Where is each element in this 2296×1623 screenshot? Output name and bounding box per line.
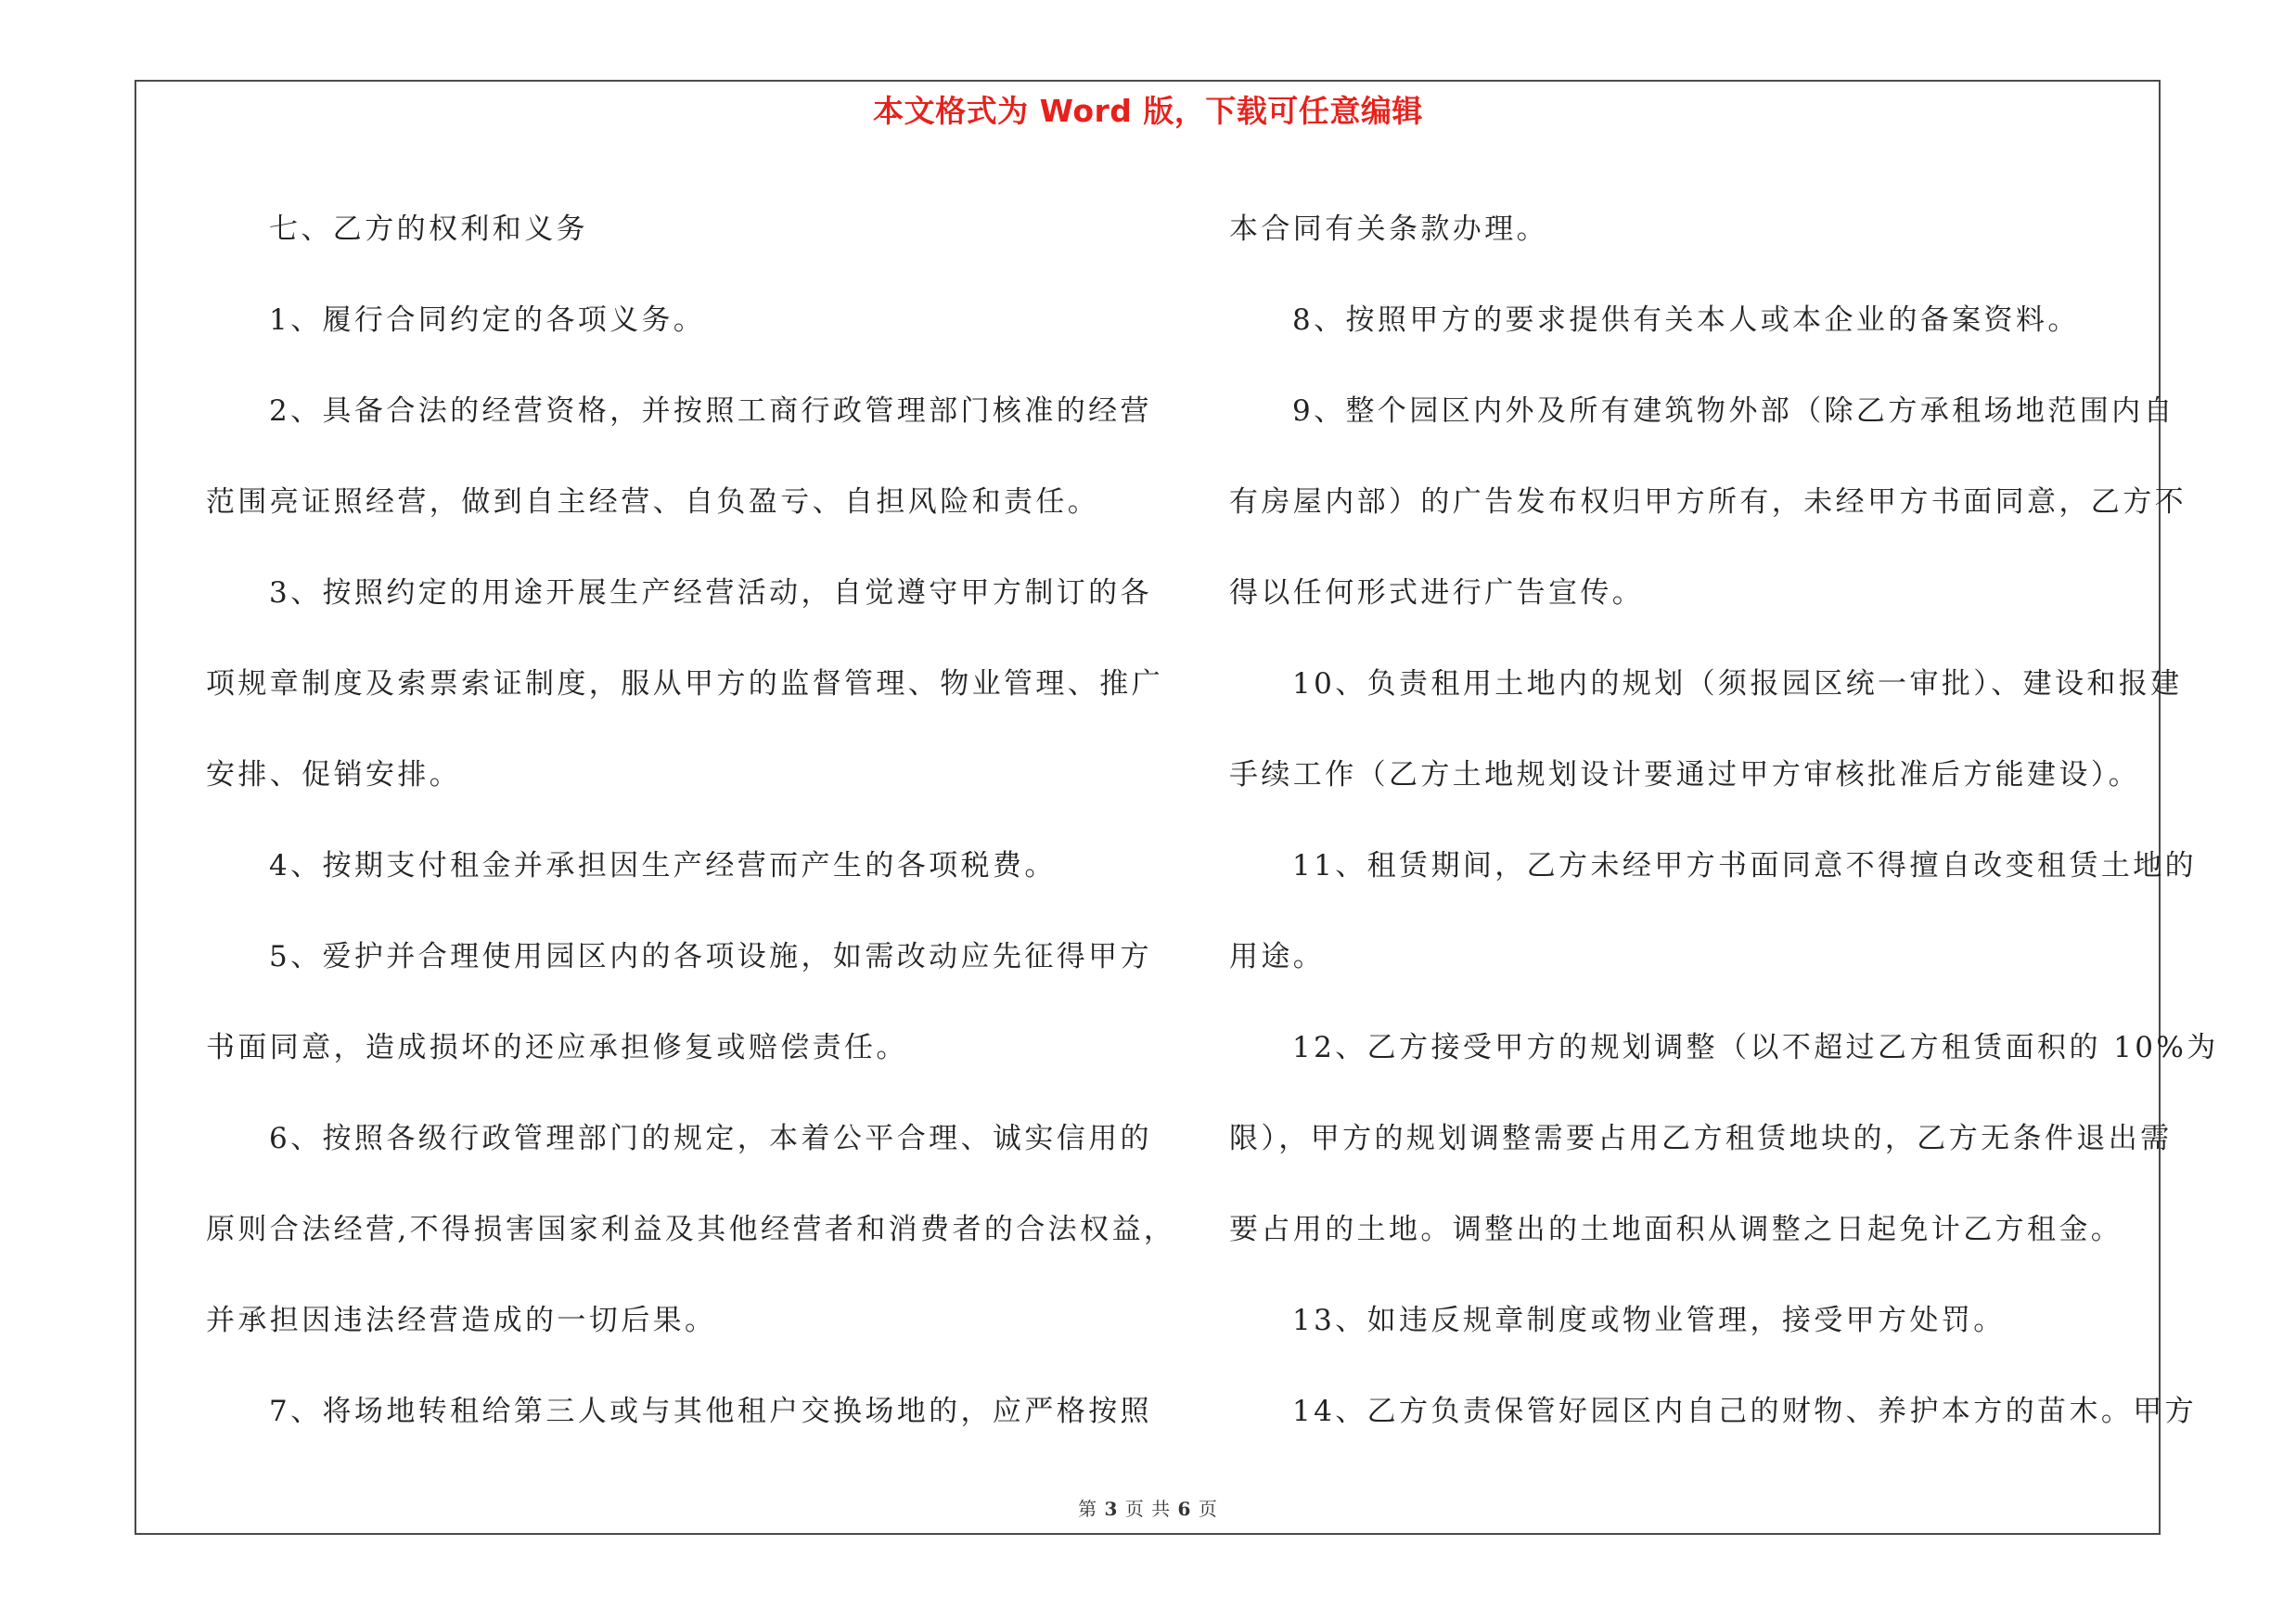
paragraph-line: 本合同有关条款办理。: [1229, 213, 1548, 246]
paragraph-line: 8、按照甲方的要求提供有关本人或本企业的备案资料。: [1292, 303, 2080, 337]
paragraph-line: 7、将场地转租给第三人或与其他租户交换场地的，应严格按照: [269, 1395, 1152, 1428]
paragraph-line: 3、按照约定的用途开展生产经营活动，自觉遵守甲方制订的各: [269, 576, 1152, 610]
page-number-footer: [0, 1494, 2296, 1521]
paragraph-line: 1、履行合同约定的各项义务。: [269, 303, 706, 337]
current-page-number: 3: [1104, 1498, 1119, 1520]
paragraph-line: 9、整个园区内外及所有建筑物外部（除乙方承租场地范围内自: [1292, 394, 2175, 428]
paragraph-line: 得以任何形式进行广告宣传。: [1229, 576, 1645, 610]
paragraph-line: 安排、促销安排。: [206, 758, 462, 792]
paragraph-line: 11、租赁期间，乙方未经甲方书面同意不得擅自改变租赁土地的: [1292, 849, 2198, 882]
total-page-number: 6: [1177, 1498, 1192, 1520]
paragraph-line: 13、如违反规章制度或物业管理，接受甲方处罚。: [1292, 1304, 2006, 1337]
paragraph-line: 4、按期支付租金并承担因生产经营而产生的各项税费。: [269, 849, 1057, 882]
footer-prefix: 第: [1078, 1498, 1098, 1520]
paragraph-line: 要占用的土地。调整出的土地面积从调整之日起免计乙方租金。: [1229, 1213, 2123, 1246]
paragraph-line: 14、乙方负责保管好园区内自己的财物、养护本方的苗木。甲方: [1292, 1395, 2198, 1428]
paragraph-line: 6、按照各级行政管理部门的规定，本着公平合理、诚实信用的: [269, 1122, 1152, 1155]
footer-middle: 页 共: [1124, 1498, 1172, 1520]
paragraph-line: 限），甲方的规划调整需要占用乙方租赁地块的，乙方无条件退出需: [1229, 1122, 2173, 1155]
paragraph-line: 10、负责租用土地内的规划（须报园区统一审批）、建设和报建: [1292, 667, 2183, 701]
paragraph-line: 七、乙方的权利和义务: [269, 213, 588, 246]
paragraph-line: 项规章制度及索票索证制度，服从甲方的监督管理、物业管理、推广: [206, 667, 1163, 701]
footer-suffix: 页: [1198, 1498, 1218, 1520]
left-text-column: [206, 184, 1176, 1457]
right-text-column: [1229, 184, 2219, 1457]
paragraph-line: 手续工作（乙方土地规划设计要通过甲方审核批准后方能建设）。: [1229, 758, 2141, 792]
paragraph-line: 范围亮证照经营，做到自主经营、自负盈亏、自担风险和责任。: [206, 485, 1100, 519]
paragraph-line: 有房屋内部）的广告发布权归甲方所有，未经甲方书面同意，乙方不: [1229, 485, 2187, 519]
paragraph-line: 原则合法经营,不得损害国家利益及其他经营者和消费者的合法权益，: [206, 1213, 1176, 1246]
paragraph-line: 用途。: [1229, 940, 1326, 973]
paragraph-line: 5、爱护并合理使用园区内的各项设施，如需改动应先征得甲方: [269, 940, 1152, 973]
paragraph-line: 并承担因违法经营造成的一切后果。: [206, 1304, 717, 1337]
paragraph-line: 书面同意，造成损坏的还应承担修复或赔偿责任。: [206, 1031, 908, 1064]
paragraph-line: 12、乙方接受甲方的规划调整（以不超过乙方租赁面积的 10%为: [1292, 1031, 2219, 1064]
paragraph-line: 2、具备合法的经营资格，并按照工商行政管理部门核准的经营: [269, 394, 1152, 428]
word-format-banner: 本文格式为 Word 版，下载可任意编辑: [873, 93, 1423, 129]
